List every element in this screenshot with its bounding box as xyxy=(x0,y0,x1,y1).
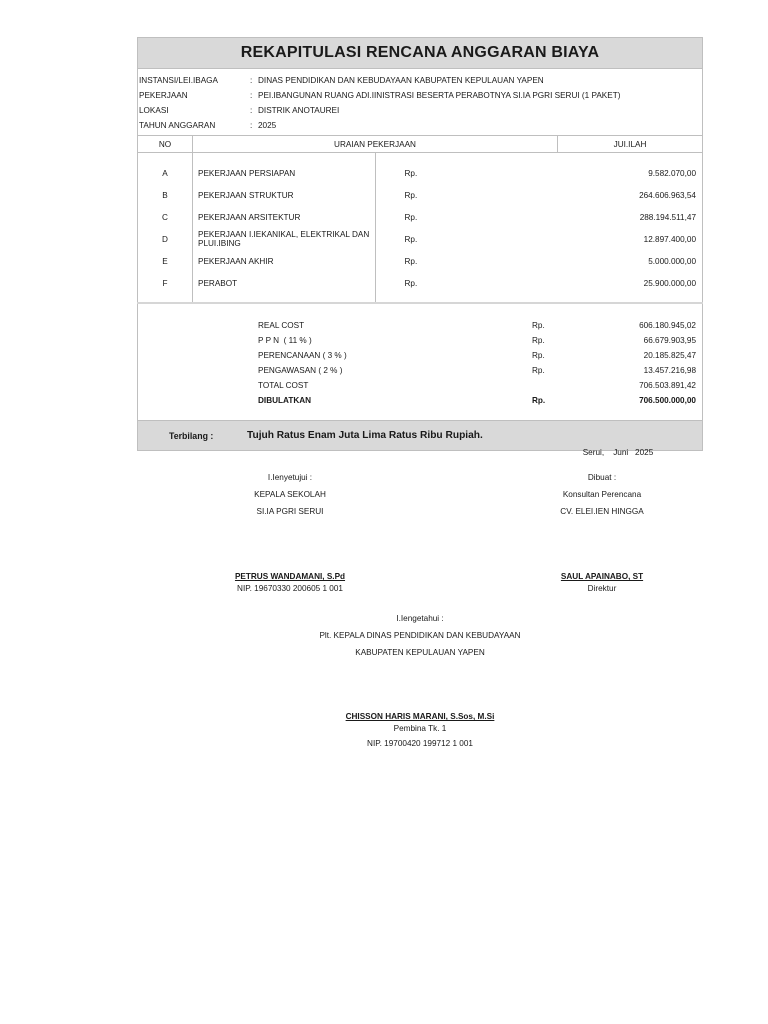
maker-name-block xyxy=(502,571,702,595)
row-amount: 9.582.070,00 xyxy=(558,162,703,184)
row-no: E xyxy=(138,250,193,272)
summary-row-total-cost xyxy=(138,378,702,393)
row-desc: PEKERJAAN PERSIAPAN xyxy=(198,168,296,178)
rab-sheet xyxy=(137,37,703,451)
acknowledger-name-block xyxy=(270,711,570,750)
approver-signature-block xyxy=(190,469,390,520)
info-colon: : xyxy=(250,76,253,85)
table-spacer xyxy=(138,153,703,163)
approver-name-block xyxy=(190,571,390,595)
summary-label: DIBULATKAN xyxy=(258,396,312,405)
row-amount: 5.000.000,00 xyxy=(558,250,703,272)
project-info xyxy=(137,69,703,135)
row-no: F xyxy=(138,272,193,294)
acknowledger-signature-block xyxy=(270,610,570,661)
summary-currency: Rp. xyxy=(532,321,545,330)
table-spacer xyxy=(138,294,703,303)
row-desc: PEKERJAAN I.IEKANIKAL, ELEKTRIKAL DAN PLUI.IBING xyxy=(198,230,370,248)
summary-currency: Rp. xyxy=(532,336,545,345)
summary-label: PENGAWASAN ( 2 % ) xyxy=(258,366,343,375)
summary-amount: 706.500.000,00 xyxy=(639,396,696,405)
table-row xyxy=(138,184,703,206)
info-colon: : xyxy=(250,106,253,115)
approver-nip: NIP. 19670330 200605 1 001 xyxy=(237,584,343,593)
row-desc: PEKERJAAN ARSITEKTUR xyxy=(198,212,301,222)
info-value: 2025 xyxy=(258,121,277,130)
terbilang-bar xyxy=(137,420,703,451)
info-colon: : xyxy=(250,91,253,100)
row-desc: PERABOT xyxy=(198,278,238,288)
summary-amount: 706.503.891,42 xyxy=(639,381,696,390)
maker-org: CV. ELEI.IEN HINGGA xyxy=(560,507,644,516)
terbilang-label: Terbilang : xyxy=(169,430,214,441)
maker-title: Direktur xyxy=(587,584,617,593)
acknowledger-role: Plt. KEPALA DINAS PENDIDIKAN DAN KEBUDAYAAN xyxy=(319,631,521,640)
approver-name: PETRUS WANDAMANI, S.Pd xyxy=(234,572,346,581)
cost-table xyxy=(137,135,703,304)
summary-label: REAL COST xyxy=(258,321,305,330)
table-header-row xyxy=(138,136,703,153)
place-date: Serui, Juni 2025 xyxy=(582,448,654,457)
summary-amount: 66.679.903,95 xyxy=(643,336,696,345)
row-no: B xyxy=(138,184,193,206)
summary-amount: 606.180.945,02 xyxy=(639,321,696,330)
approver-org: SI.IA PGRI SERUI xyxy=(256,507,324,516)
row-currency: Rp. xyxy=(375,250,558,272)
table-row xyxy=(138,228,703,250)
summary-amount: 20.185.825,47 xyxy=(643,351,696,360)
summary-row-dibulatkan xyxy=(138,393,702,408)
info-label: TAHUN ANGGARAN xyxy=(139,121,216,130)
row-desc: PEKERJAAN STRUKTUR xyxy=(198,190,294,200)
row-no: C xyxy=(138,206,193,228)
summary-row-real-cost xyxy=(138,318,702,333)
cost-summary xyxy=(137,304,703,420)
summary-currency: Rp. xyxy=(532,396,546,405)
approver-role: KEPALA SEKOLAH xyxy=(254,490,326,499)
summary-row-pengawasan xyxy=(138,363,702,378)
summary-row-ppn xyxy=(138,333,702,348)
info-row-instansi xyxy=(138,73,702,88)
row-currency: Rp. xyxy=(375,228,558,250)
row-desc: PEKERJAAN AKHIR xyxy=(198,256,274,266)
maker-caption: Dibuat : xyxy=(587,473,617,482)
table-row xyxy=(138,250,703,272)
row-no: D xyxy=(138,228,193,250)
acknowledger-nip: NIP. 19700420 199712 1 001 xyxy=(367,739,473,748)
info-label: PEKERJAAN xyxy=(139,91,188,100)
row-currency: Rp. xyxy=(375,272,558,294)
row-currency: Rp. xyxy=(375,162,558,184)
header-desc: URAIAN PEKERJAAN xyxy=(193,136,558,153)
info-value: DINAS PENDIDIKAN DAN KEBUDAYAAN KABUPATEN KEPULAUAN YAPEN xyxy=(258,76,544,85)
maker-name: SAUL APAINABO, ST xyxy=(560,572,644,581)
summary-label: P P N ( 11 % ) xyxy=(258,336,312,345)
summary-currency: Rp. xyxy=(532,366,545,375)
table-row xyxy=(138,162,703,184)
document-title: REKAPITULASI RENCANA ANGGARAN BIAYA xyxy=(137,37,703,69)
summary-amount: 13.457.216,98 xyxy=(643,366,696,375)
info-row-lokasi xyxy=(138,103,702,118)
row-currency: Rp. xyxy=(375,184,558,206)
approver-caption: I.Ienyetujui : xyxy=(267,473,313,482)
row-no: A xyxy=(138,162,193,184)
header-amount: JUI.ILAH xyxy=(558,136,703,153)
header-no: NO xyxy=(138,136,193,153)
table-row xyxy=(138,272,703,294)
row-amount: 25.900.000,00 xyxy=(558,272,703,294)
summary-label: PERENCANAAN ( 3 % ) xyxy=(258,351,347,360)
acknowledger-caption: I.Iengetahui : xyxy=(396,614,444,623)
summary-currency: Rp. xyxy=(532,351,545,360)
info-value: DISTRIK ANOTAUREI xyxy=(258,106,340,115)
row-amount: 288.194.511,47 xyxy=(558,206,703,228)
row-amount: 264.606.963,54 xyxy=(558,184,703,206)
info-colon: : xyxy=(250,121,253,130)
acknowledger-rank: Pembina Tk. 1 xyxy=(393,724,447,733)
table-row xyxy=(138,206,703,228)
info-row-pekerjaan xyxy=(138,88,702,103)
row-currency: Rp. xyxy=(375,206,558,228)
info-value: PEI.IBANGUNAN RUANG ADI.IINISTRASI BESERTA PERABOTNYA SI.IA PGRI SERUI (1 PAKET) xyxy=(258,91,621,100)
info-label: INSTANSI/LEI.IBAGA xyxy=(139,76,219,85)
acknowledger-name: CHISSON HARIS MARANI, S.Sos, M.Si xyxy=(345,712,495,721)
row-amount: 12.897.400,00 xyxy=(558,228,703,250)
summary-row-perencanaan xyxy=(138,348,702,363)
info-row-tahun xyxy=(138,118,702,133)
maker-role: Konsultan Perencana xyxy=(562,490,642,499)
maker-signature-block xyxy=(502,469,702,520)
terbilang-text: Tujuh Ratus Enam Juta Lima Ratus Ribu Rupiah. xyxy=(247,430,483,441)
info-label: LOKASI xyxy=(139,106,169,115)
summary-label: TOTAL COST xyxy=(258,381,309,390)
acknowledger-org: KABUPATEN KEPULAUAN YAPEN xyxy=(355,648,485,657)
